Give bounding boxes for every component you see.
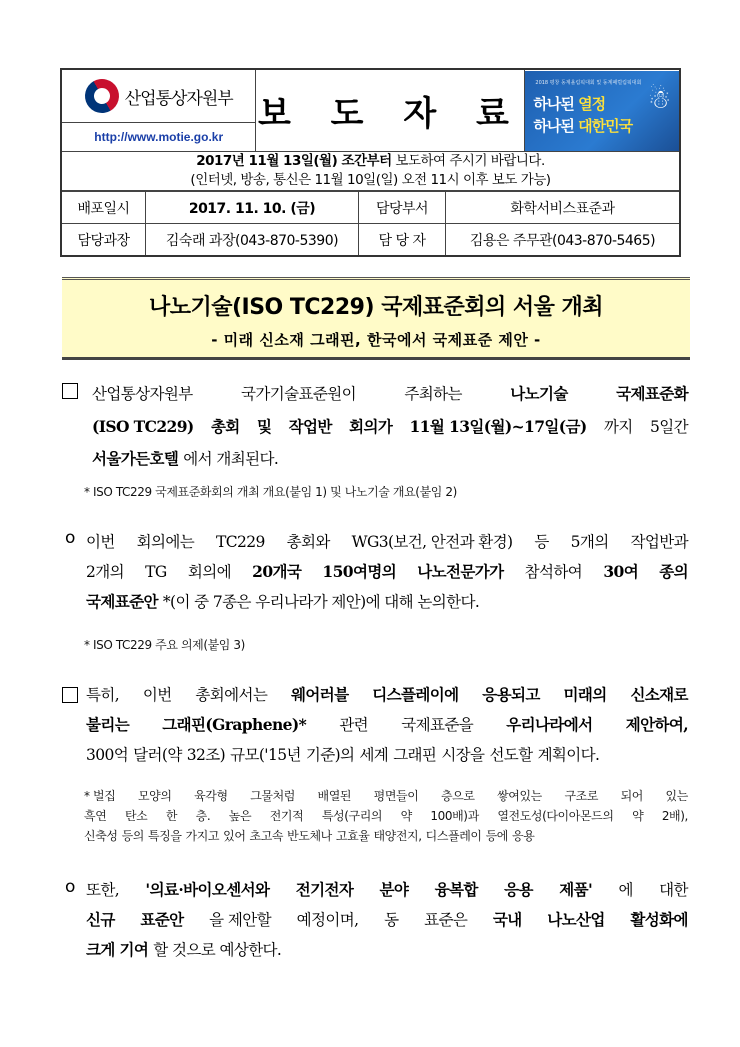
text-segment: 할 것으로 예상한다. — [153, 941, 282, 959]
text-segment: 5일간 — [649, 417, 688, 436]
text-segment: 평면들이 — [373, 789, 419, 803]
info-value: 김용은 주무관(043-870-5465) — [446, 224, 680, 256]
text-segment: 32조) — [186, 746, 226, 764]
text-segment: 작업반과 — [630, 533, 688, 551]
banner-line1a: 하나된 — [533, 94, 579, 113]
text-segment: 동 — [384, 911, 399, 929]
text-segment: 세계 — [359, 746, 389, 764]
headline-box — [62, 277, 690, 360]
text-segment: 열전도성(다이아몬드의 — [497, 809, 614, 823]
text-segment: 높은 — [228, 809, 252, 823]
text-segment: 약 — [400, 809, 412, 823]
text-segment: 신소재로 — [630, 685, 688, 704]
text-segment: 가지고 — [185, 829, 220, 843]
text-line — [86, 935, 688, 965]
info-value: 김숙래 과장(043-870-5390) — [146, 224, 359, 256]
text-segment: 을 제안할 — [209, 911, 271, 929]
text-segment: '의료·바이오센서와 — [145, 880, 270, 899]
text-line — [84, 636, 245, 654]
doc-type-cell — [256, 69, 525, 152]
text-segment: 총회 — [210, 416, 240, 436]
info-value: 화학서비스표준과 — [446, 192, 680, 224]
text-line — [86, 527, 688, 557]
text-segment: 응용 — [504, 880, 533, 899]
text-line — [92, 378, 688, 411]
text-segment: 쌓여있는 — [497, 789, 542, 803]
info-label: 배포일시 — [62, 192, 146, 224]
text-line — [86, 680, 688, 710]
text-segment: 달러(약 — [133, 746, 182, 764]
text-segment: 까지 — [603, 417, 633, 436]
text-segment: 태양전지, — [373, 829, 422, 843]
text-segment: 등에 — [485, 829, 508, 843]
text-segment: 서울가든호텔 — [92, 449, 179, 468]
text-segment: 활성화에 — [630, 910, 688, 929]
text-segment: 이번 — [142, 686, 172, 704]
banner-line2a: 하나된 — [533, 116, 579, 135]
text-segment: 종의 — [659, 562, 688, 581]
text-segment: 융복합 — [434, 880, 478, 899]
text-segment: 응용되고 — [482, 685, 540, 704]
text-segment: 기준)의 — [305, 746, 355, 764]
text-segment: 등의 — [121, 829, 144, 843]
text-segment: 제품' — [559, 880, 593, 899]
text-segment: 등 — [534, 533, 549, 551]
info-label: 담 당 자 — [359, 224, 446, 256]
text-segment: 크게 기여 — [86, 940, 149, 959]
text-segment: 신축성 — [84, 829, 118, 843]
text-line — [86, 587, 688, 617]
text-segment: TC229 — [215, 533, 265, 551]
text-segment: 특히, — [86, 686, 120, 704]
text-segment: 국제표준안 — [86, 592, 158, 611]
text-segment: 층. — [195, 809, 211, 823]
text-segment: 특징을 — [147, 829, 182, 843]
text-segment: 국가기술표준원이 — [241, 385, 356, 403]
text-segment: (ISO TC229) — [92, 416, 194, 436]
square-bullet-icon — [62, 383, 78, 399]
ministry-cell — [61, 69, 256, 152]
banner-line2b: 대한민국 — [578, 116, 633, 135]
text-segment: 특성(구리의 — [321, 809, 383, 823]
headline: 나노기술(ISO TC229) 국제표준회의 서울 개최 — [148, 295, 604, 320]
text-segment: 되어 — [620, 789, 643, 803]
text-segment: WG3(보건, 안전과 환경) — [351, 533, 513, 551]
text-segment: 150여명의 — [322, 562, 397, 581]
text-segment: 디스플레이 — [425, 829, 482, 843]
text-segment: 제안하여, — [625, 715, 688, 734]
text-segment: 주최하는 — [404, 385, 462, 403]
text-segment: 회의에는 — [136, 533, 195, 551]
text-segment: 국내 — [492, 910, 522, 929]
text-segment: 선도할 — [489, 746, 533, 764]
text-segment: 육각형 — [194, 789, 228, 803]
text-segment: 분야 — [379, 880, 409, 899]
text-segment: 규모('15년 — [230, 746, 301, 764]
text-segment: 11월 13일(월)~17일(금) — [409, 416, 587, 436]
text-segment: 웨어러블 — [291, 685, 349, 704]
ministry-url[interactable]: http://www.motie.go.kr — [94, 130, 224, 144]
ministry-logo — [62, 70, 255, 123]
text-segment: 회의에 — [187, 563, 231, 581]
text-line — [86, 557, 688, 587]
info-label: 담당과장 — [62, 224, 146, 256]
text-segment: 그래핀(Graphene)* — [162, 715, 307, 734]
doc-type-title: 보 도 자 료 — [257, 94, 523, 134]
banner-line1b: 열정 — [578, 94, 606, 113]
square-bullet-icon — [62, 687, 78, 703]
text-line — [84, 483, 457, 501]
text-segment: 응용 — [512, 829, 535, 843]
banner-small-text: 2018 평창 동계올림픽대회 및 동계패럴림픽대회 — [535, 79, 642, 86]
text-segment: 나노전문가가 — [417, 562, 504, 581]
header-table — [60, 68, 681, 257]
text-segment: 초고속 — [249, 829, 284, 843]
text-segment: 표준안 — [140, 910, 184, 929]
text-segment: 참석하여 — [524, 563, 583, 581]
text-segment: 산업통상자원부 — [92, 385, 193, 403]
text-segment: 에 — [618, 881, 633, 899]
text-line — [86, 905, 688, 935]
text-segment: 미래의 — [563, 685, 607, 704]
text-segment: 우리나라에서 — [506, 715, 593, 734]
text-segment: 회의가 — [349, 416, 393, 436]
text-segment: 5개의 — [570, 533, 609, 551]
text-line — [86, 740, 688, 770]
footnote-3 — [84, 786, 688, 846]
text-segment: 2개의 — [86, 563, 125, 581]
ministry-name: 산업통상자원부 — [124, 88, 233, 109]
embargo-cell — [61, 152, 680, 191]
embargo-note: (인터넷, 방송, 통신은 11월 10일(일) 오전 11시 이후 보도 가능) — [190, 172, 551, 188]
text-line — [84, 786, 688, 806]
text-segment: 국제표준화 — [616, 384, 688, 403]
text-segment: 전기전자 — [295, 880, 354, 899]
banner-cell — [525, 69, 680, 152]
text-segment: 있는 — [665, 789, 688, 803]
mascot-icon: ☃ — [647, 84, 671, 115]
text-line — [84, 806, 688, 826]
text-segment: 대한 — [659, 881, 688, 899]
text-segment: 또한, — [86, 881, 120, 899]
text-segment: 표준은 — [424, 911, 468, 929]
text-segment: 20개국 — [252, 562, 302, 581]
text-segment: 총회에서는 — [195, 686, 268, 704]
text-segment: *(이 중 7종은 우리나라가 제안)에 대해 논의한다. — [162, 593, 480, 611]
text-segment: 층으로 — [440, 789, 475, 803]
subheadline: - 미래 신소재 그래핀, 한국에서 국제표준 제안 - — [211, 331, 541, 349]
olympic-banner — [525, 71, 679, 151]
text-line — [92, 443, 688, 476]
embargo-date: 2017년 11월 13일(월) 조간부터 — [196, 153, 392, 169]
text-segment: 배열된 — [317, 789, 352, 803]
text-segment: 총회와 — [286, 533, 330, 551]
text-segment: 국제표준을 — [401, 716, 474, 734]
text-segment: 그물처럼 — [250, 789, 295, 803]
text-segment: 흑연 — [84, 809, 107, 823]
text-segment: * ISO TC229 주요 의제(붙임 3) — [84, 638, 245, 652]
text-segment: 그래핀 — [393, 746, 437, 764]
text-segment: 신규 — [86, 910, 115, 929]
text-segment: 이번 — [86, 533, 115, 551]
text-segment: 30여 — [603, 562, 639, 581]
taeguk-emblem-icon — [78, 73, 124, 119]
paragraph-1 — [92, 378, 688, 476]
info-value: 2017. 11. 10. (금) — [146, 192, 359, 224]
text-segment: 300억 — [86, 746, 129, 764]
circle-bullet-icon: o — [65, 877, 76, 897]
text-line — [86, 875, 688, 905]
text-segment: 2배), — [661, 809, 688, 823]
text-segment: 고효율 — [335, 829, 370, 843]
text-segment: 및 — [256, 416, 272, 436]
text-segment: * ISO TC229 국제표준화회의 개최 개요(붙임 1) 및 나노기술 개요(붙임 2) — [84, 485, 457, 499]
paragraph-4 — [86, 875, 688, 965]
text-segment: 시장을 — [441, 746, 485, 764]
embargo-text: 보도하여 주시기 바랍니다. — [391, 153, 545, 169]
text-segment: 한 — [165, 809, 178, 823]
paragraph-3 — [86, 680, 688, 770]
text-segment: 구조로 — [564, 789, 599, 803]
text-line — [84, 826, 688, 846]
text-segment: 모양의 — [137, 789, 172, 803]
paragraph-2 — [86, 527, 688, 617]
text-segment: 나노산업 — [547, 910, 605, 929]
text-line — [92, 411, 688, 444]
text-segment: 있어 — [223, 829, 246, 843]
text-segment: 디스플레이에 — [372, 685, 459, 704]
text-segment: 전기적 — [269, 809, 304, 823]
text-segment: 작업반 — [288, 416, 332, 436]
footnote-2 — [84, 636, 245, 654]
footnote-1 — [84, 483, 457, 501]
text-segment: 반도체나 — [287, 829, 332, 843]
text-segment: 예정이며, — [296, 911, 359, 929]
text-segment: 탄소 — [124, 809, 148, 823]
text-segment: 불리는 — [86, 715, 130, 734]
text-segment: 나노기술 — [510, 384, 568, 403]
info-label: 담당부서 — [359, 192, 446, 224]
circle-bullet-icon: o — [65, 528, 76, 548]
text-segment: 에서 개최된다. — [183, 450, 279, 468]
text-segment: 100배)과 — [430, 809, 479, 823]
text-segment: 계획이다. — [537, 746, 600, 764]
text-segment: * 벌집 — [84, 789, 116, 803]
text-line — [86, 710, 688, 740]
info-row — [62, 192, 679, 224]
text-segment: 약 — [632, 809, 644, 823]
info-row — [62, 224, 679, 256]
text-segment: 관련 — [339, 716, 369, 734]
text-segment: TG — [145, 563, 167, 581]
